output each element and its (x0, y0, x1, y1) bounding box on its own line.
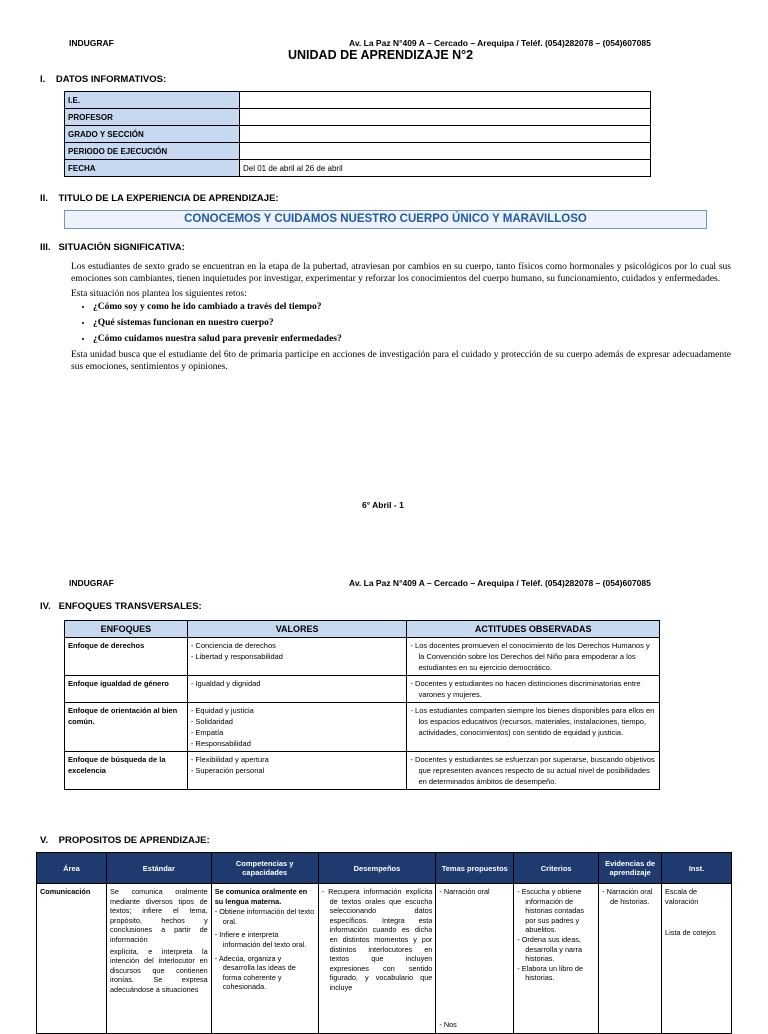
info-label: GRADO Y SECCIÓN (65, 126, 240, 143)
actitud-cell (407, 752, 660, 790)
propositos-col-header: Inst. (662, 853, 732, 884)
page-footer: 6° Abril - 1 (362, 500, 404, 510)
info-value (240, 143, 651, 160)
valor-item: - Flexibilidad y apertura (190, 755, 269, 764)
valor-item: - Libertad y responsabilidad (190, 652, 283, 661)
section-1-heading: I. DATOS INFORMATIVOS: (40, 74, 167, 85)
header-address: Av. La Paz N°409 A – Cercado – Arequipa / Teléf. (054)282078 – (054)607085 (349, 38, 651, 48)
instrumentos-cell (662, 884, 732, 1034)
evidencias-cell (599, 884, 662, 1034)
valores-cell (187, 752, 407, 790)
propositos-col-header: Criterios (514, 853, 599, 884)
reto-item: • ¿Cómo soy y como he ido cambiado a través del tiempo? (93, 301, 731, 313)
section-2-heading: II. TITULO DE LA EXPERIENCIA DE APRENDIZAJE: (40, 193, 279, 204)
table-row (65, 160, 651, 177)
propositos-col-header: Estándar (106, 853, 211, 884)
area-cell: Comunicación (37, 884, 107, 1034)
header-address: Av. La Paz N°409 A – Cercado – Arequipa / Teléf. (054)282078 – (054)607085 (349, 578, 651, 588)
situacion-text (71, 261, 731, 373)
header-org: INDUGRAF (69, 578, 114, 588)
table-row (65, 143, 651, 160)
situacion-para-1: Los estudiantes de sexto grado se encuentran en la etapa de la pubertad, atraviesan por cambios en su cuerpo, tanto físicos como hormonales y psicológicos por lo cual sus emociones son cambiantes, tienen inquietudes por investigar, experimentar y reforzar los conocimientos del cuerpo humano, su funcionamiento, cuidados y enfermedades. (71, 262, 731, 284)
valores-cell (187, 676, 407, 703)
section-3-heading: III. SITUACIÓN SIGNIFICATIVA: (40, 242, 185, 253)
enfoques-table (64, 620, 660, 790)
valores-cell (187, 638, 407, 676)
info-label: PROFESOR (65, 109, 240, 126)
valor-item: - Superación personal (190, 766, 265, 775)
actitud-cell (407, 676, 660, 703)
estandar-text-1: Se comunica oralmente mediante diversos tipos de textos; infiere el tema, propósito, hechos y conclusiones a partir de información (109, 887, 208, 944)
actitud-item: - Docentes y estudiantes se esfuerzan por superarse, buscando objetivos que representen avances respecto de su actual nivel de posibilidades en determinados ámbitos de desempeño. (410, 755, 655, 786)
instrumento-2: Lista de cotejos (665, 928, 716, 938)
actitud-item: - Los estudiantes comparten siempre los bienes disponibles para ellos en los espacios educativos (recursos, materiales, instalaciones, tiempo, actividades, conocimientos) con sentido de equidad y justicia. (410, 706, 655, 737)
actitud-cell (407, 638, 660, 676)
capacidad-item: - Obtiene información del texto oral. (214, 907, 315, 926)
estandar-text-2: explícita, e interpreta la intención del interlocutor en discursos que contienen ironías. Se expresa adecuándose a situaciones (109, 946, 208, 994)
instrumento-1: Escala de valoración (665, 887, 699, 906)
tema-item: - Narración oral (439, 887, 490, 896)
datos-informativos-table (64, 91, 651, 177)
enfoques-col-header: ENFOQUES (65, 621, 188, 638)
actitud-item: - Los docentes promueven el conocimiento de los Derechos Humanos y la Convención sobre los Derechos del Niño para empoderar a los estudiantes en su ejercicio democrático. (410, 641, 650, 672)
propositos-col-header: Competencias y capacidades (211, 853, 318, 884)
page-title: UNIDAD DE APRENDIZAJE N°2 (288, 48, 474, 62)
table-row (65, 752, 660, 790)
reto-item: • ¿Cómo cuidamos nuestra salud para prevenir enfermedades? (93, 333, 731, 345)
enfoque-cell: Enfoque de búsqueda de la excelencia (65, 752, 188, 790)
info-value (240, 126, 651, 143)
capacidad-item: - Adecúa, organiza y desarrolla las ideas de forma coherente y cohesionada. (214, 953, 296, 992)
table-row (65, 92, 651, 109)
evidencia-item: - Narración oral de historias. (602, 887, 653, 906)
valor-item: - Empatía (190, 728, 224, 737)
criterio-item: - Escucha y obtiene información de historias contadas por sus padres y abuelitos. (517, 887, 585, 935)
section-5-heading: V. PROPOSITOS DE APRENDIZAJE: (40, 835, 210, 846)
info-value: Del 01 de abril al 26 de abril (240, 160, 651, 177)
desempeno-item: - Recupera información explícita de textos orales que escucha seleccionando datos específicos. Integra esta información cuando es dicha en distintos momentos y por distintos interlocutores en textos que incluyen expresiones con sentido figurado, y vocabulario que incluye (321, 887, 433, 992)
criterio-item: - Elabora un libro de historias. (517, 963, 583, 983)
table-row (65, 109, 651, 126)
info-label: I.E. (65, 92, 240, 109)
situacion-para-3: Esta unidad busca que el estudiante del 6to de primaria participe en acciones de investigación para el cuidado y protección de su cuerpo además de expresar adecuadamente sus emociones, sentimientos y opiniones. (71, 350, 731, 372)
table-row (37, 884, 732, 1034)
actitudes-col-header: ACTITUDES OBSERVADAS (407, 621, 660, 638)
desempenos-cell (318, 884, 436, 1034)
enfoque-cell: Enfoque de orientación al bien común. (65, 703, 188, 752)
header-org: INDUGRAF (69, 38, 114, 48)
table-row (65, 126, 651, 143)
estandar-cell (106, 884, 211, 1034)
enfoque-cell: Enfoque de derechos (65, 638, 188, 676)
table-row (65, 638, 660, 676)
propositos-col-header: Área (37, 853, 107, 884)
capacidad-item: - Infiere e interpreta información del texto oral. (214, 930, 307, 949)
reto-item: • ¿Qué sistemas funcionan en nuestro cuerpo? (93, 317, 731, 329)
propositos-table (36, 852, 732, 1034)
temas-cell (436, 884, 514, 1034)
experience-title-banner: CONOCEMOS Y CUIDAMOS NUESTRO CUERPO ÚNICO Y MARAVILLOSO (64, 210, 707, 229)
competencia-title: Se comunica oralmente en su lengua materna. (214, 887, 308, 906)
propositos-col-header: Desempeños (318, 853, 436, 884)
criterios-cell (514, 884, 599, 1034)
info-value (240, 109, 651, 126)
valor-item: - Igualdad y dignidad (190, 679, 261, 688)
valor-item: - Equidad y justicia (190, 706, 254, 715)
valor-item: - Responsabilidad (190, 739, 251, 748)
propositos-col-header: Evidencias de aprendizaje (599, 853, 662, 884)
section-4-heading: IV. ENFOQUES TRANSVERSALES: (40, 601, 202, 612)
propositos-col-header: Temas propuestos (436, 853, 514, 884)
valor-item: - Solidaridad (190, 717, 233, 726)
competencias-cell (211, 884, 318, 1034)
table-row (65, 703, 660, 752)
valores-cell (187, 703, 407, 752)
actitud-cell (407, 703, 660, 752)
retos-list (71, 301, 731, 345)
info-label: PERIODO DE EJECUCIÓN (65, 143, 240, 160)
valor-item: - Conciencia de derechos (190, 641, 276, 650)
info-value (240, 92, 651, 109)
enfoque-cell: Enfoque igualdad de género (65, 676, 188, 703)
actitud-item: - Docentes y estudiantes no hacen distinciones discriminatorias entre varones y mujeres. (410, 679, 641, 699)
criterio-item: - Ordena sus ideas, desarrolla y narra historias. (517, 934, 583, 964)
tema-item: - Nos (439, 1020, 457, 1029)
info-label: FECHA (65, 160, 240, 177)
table-row (65, 676, 660, 703)
valores-col-header: VALORES (187, 621, 407, 638)
situacion-para-2: Esta situación nos plantea los siguientes retos: (71, 289, 247, 299)
